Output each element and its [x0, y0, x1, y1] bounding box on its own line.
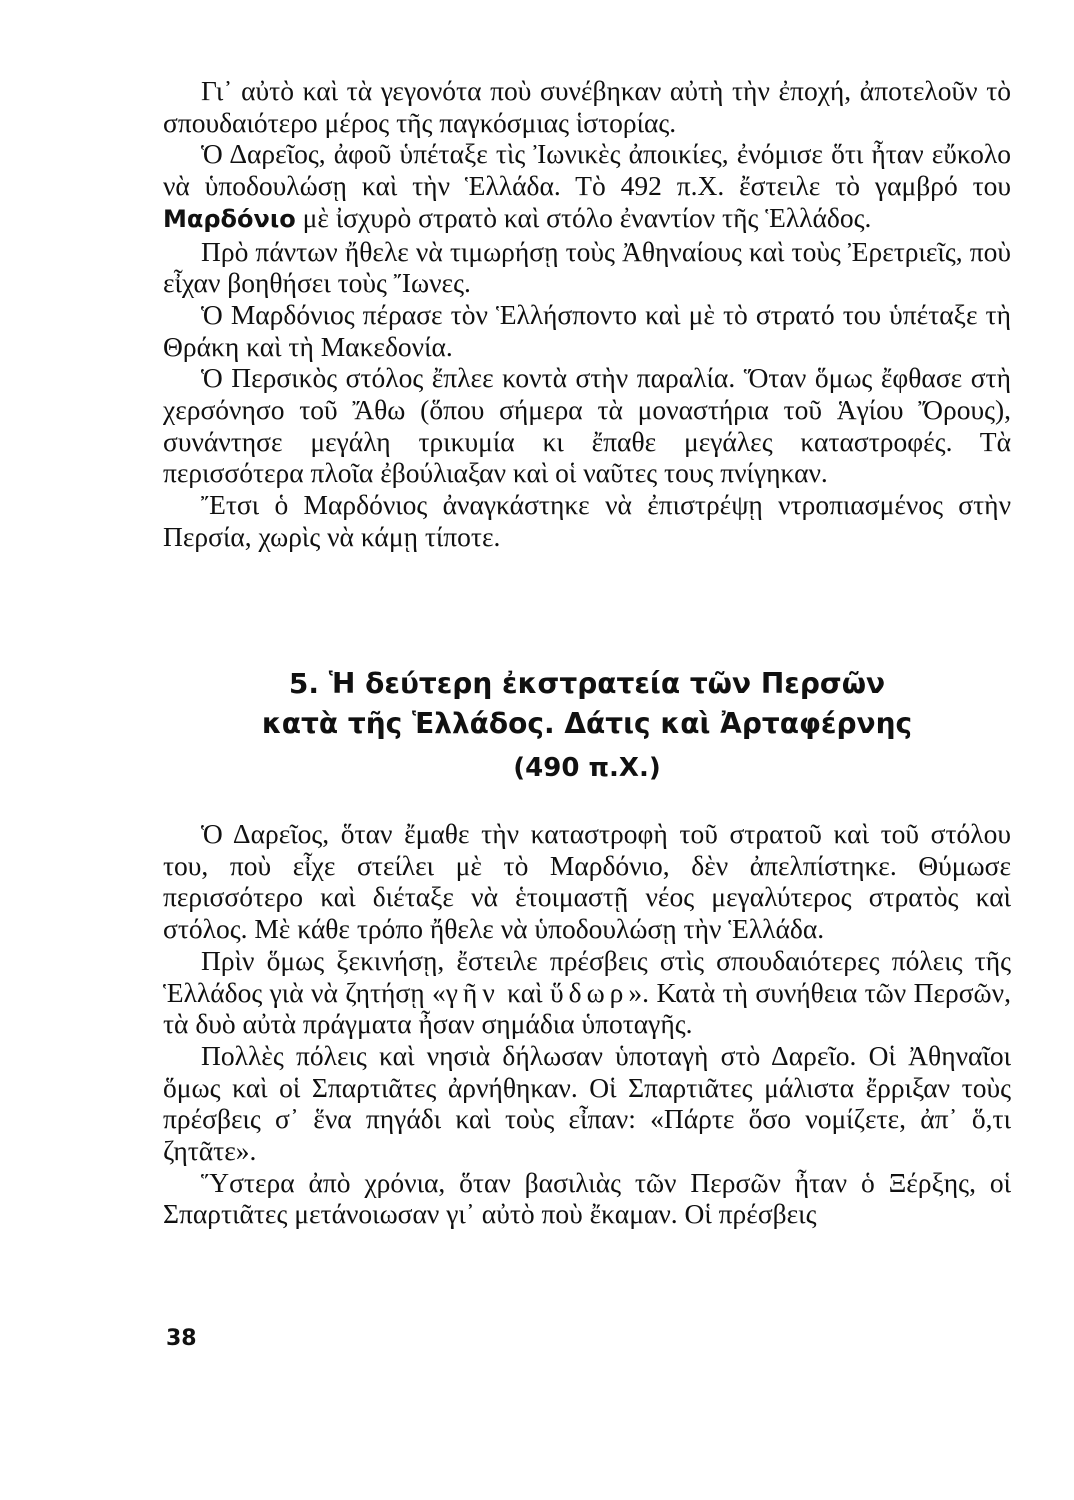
bold-name-mardonio: Μαρδόνιο: [163, 204, 296, 233]
paragraph-text: μὲ ἰσχυρὸ στρατὸ καὶ στόλο ἐναντίον τῆς Ἑλλάδος.: [302, 201, 872, 233]
paragraph: Ὁ Δαρεῖος, ὅταν ἔμαθε τὴν καταστροφὴ τοῦ στρατοῦ καὶ τοῦ στόλου του, ποὺ εἶχε στείλει μὲ τὸ Μαρδόνιο, δὲν ἀπελπίστηκε. Θύμωσε περισσότερο καὶ διέταξε νὰ ἑτοιμαστῇ νέος μεγαλύτερος στρατὸς καὶ στόλος. Μὲ κάθε τρόπο ἤθελε νὰ ὑποδουλώσῃ τὴν Ἑλλάδα.: [163, 818, 1011, 945]
page-number: 38: [166, 1326, 197, 1351]
spaced-word-gin: γῆν: [445, 976, 500, 1008]
paragraph-mardonius: [163, 138, 1011, 235]
paragraph: Ὁ Περσικὸς στόλος ἔπλεε κοντὰ στὴν παραλία. Ὅταν ὅμως ἔφθασε στὴ χερσόνησο τοῦ Ἄθω (ὅπου σήμερα τὰ μοναστήρια τοῦ Ἁγίου Ὄρους), συνάντησε μεγάλη τρικυμία κι ἔπαθε μεγάλες καταστροφές. Τὰ περισσότερα πλοῖα ἐβούλιαξαν καὶ οἱ ναῦτες τους πνίγηκαν.: [163, 362, 1011, 489]
paragraph-text: ». Κατὰ τὴ συνήθεια τῶν Περσῶν, τὰ δυὸ αὐτὰ πράγματα ἦσαν σημάδια ὑποταγῆς.: [163, 976, 1011, 1040]
paragraph: Ὁ Μαρδόνιος πέρασε τὸν Ἑλλήσποντο καὶ μὲ τὸ στρατό του ὑπέταξε τὴ Θράκη καὶ τὴ Μακεδονία.: [163, 298, 1011, 362]
paragraph: Πρὸ πάντων ἤθελε νὰ τιμωρήσῃ τοὺς Ἀθηναίους καὶ τοὺς Ἐρετριεῖς, ποὺ εἶχαν βοηθήσει τοὺς Ἴωνες.: [163, 235, 1011, 299]
top-text-block: [163, 75, 1011, 553]
paragraph: Πολλὲς πόλεις καὶ νησιὰ δήλωσαν ὑποταγὴ στὸ Δαρεῖο. Οἱ Ἀθηναῖοι ὅμως καὶ οἱ Σπαρτιᾶτες ἀρνήθηκαν. Οἱ Σπαρτιᾶτες μάλιστα ἔρριξαν τοὺς πρέσβεις σ᾽ ἕνα πηγάδι καὶ τοὺς εἶπαν: «Πάρτε ὅσο νομίζετε, ἀπ᾽ ὅ,τι ζητᾶτε».: [163, 1039, 1011, 1167]
paragraph: Ὕστερα ἀπὸ χρόνια, ὅταν βασιλιὰς τῶν Περσῶν ἦταν ὁ Ξέρξης, οἱ Σπαρτιᾶτες μετάνοιωσαν γι᾽ αὐτὸ ποὺ ἔκαμαν. Οἱ πρέσβεις: [163, 1166, 1011, 1230]
bottom-text-block: [163, 818, 1011, 1230]
spaced-word-ydor: ὕδωρ: [550, 976, 629, 1008]
paragraph: Γι᾽ αὐτὸ καὶ τὰ γεγονότα ποὺ συνέβηκαν αὐτὴ τὴν ἐποχή, ἀποτελοῦν τὸ σπουδαιότερο μέρος τῆς παγκόσμιας ἱστορίας.: [163, 75, 1011, 138]
heading-date: (490 π.Χ.): [513, 753, 661, 783]
heading-line-2: κατὰ τῆς Ἑλλάδος. Δάτις καὶ Ἀρταφέρνης: [261, 707, 913, 740]
paragraph-envoys: [163, 945, 1011, 1040]
paragraph-text: καὶ: [499, 976, 550, 1008]
paragraph: Ἔτσι ὁ Μαρδόνιος ἀναγκάστηκε νὰ ἐπιστρέψῃ ντροπιασμένος στὴν Περσία, χωρὶς νὰ κάμῃ τίποτε.: [163, 489, 1011, 552]
heading-line-1: 5. Ἡ δεύτερη ἐκστρατεία τῶν Περσῶν: [288, 667, 886, 700]
section-heading: [163, 664, 1011, 788]
paragraph-text: Ὁ Δαρεῖος, ἀφοῦ ὑπέταξε τὶς Ἰωνικὲς ἀποικίες, ἐνόμισε ὅτι ἦταν εὔκολο νὰ ὑποδουλώσῃ καὶ τὴν Ἑλλάδα. Τὸ 492 π.Χ. ἔστειλε τὸ γαμβρό του: [163, 138, 1011, 202]
paragraph-text: Πρὶν ὅμως ξεκινήσῃ, ἔστειλε πρέσβεις στὶς σπουδαιότερες πόλεις τῆς Ἑλλάδος γιὰ νὰ ζητήσῃ «: [163, 944, 1011, 1008]
